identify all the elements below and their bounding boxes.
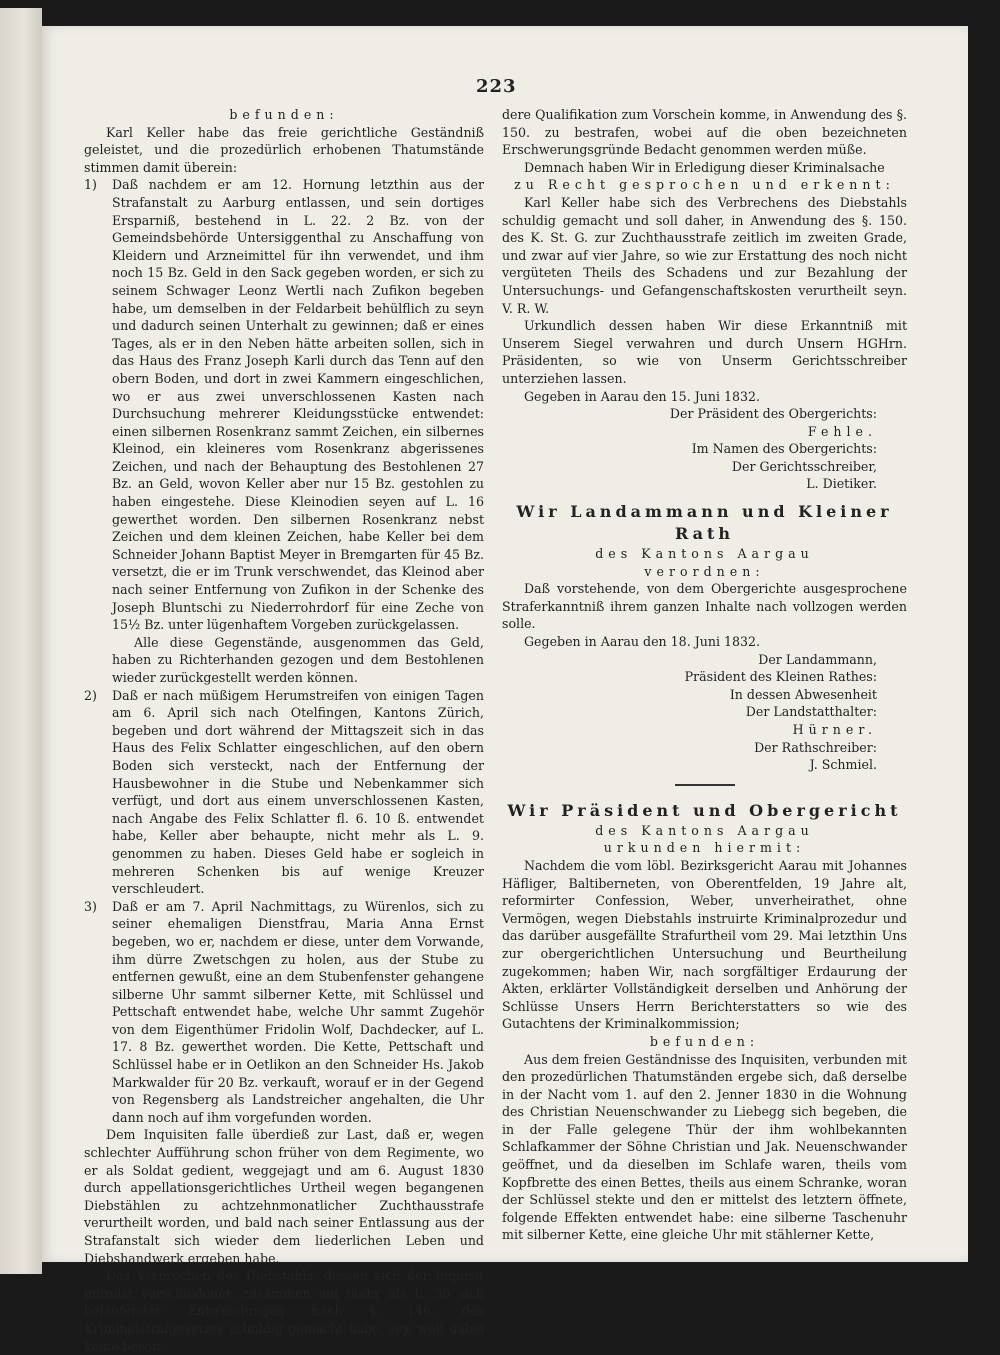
signature-line: Der Landstatthalter: [745,704,877,720]
item-number: 3) [84,898,97,914]
finding-item-2 [84,687,484,898]
signature-line: Im Namen des Obergerichts: [691,441,877,457]
signature-line: L. Dietiker. [806,476,877,492]
left-column [84,106,484,1355]
court-verb: urkunden hiermit: [603,840,806,856]
decree-subheading: des Kantons Aargau [595,546,814,562]
section-heading-befunden-2: befunden: [649,1033,760,1049]
signature-line: Der Präsident des Obergerichts: [669,406,877,422]
signature-line: Fehle. [807,423,877,439]
date-line-2: Gegeben in Aarau den 18. Juni 1832. [524,634,761,650]
divider-rule [675,784,735,786]
finding-item-1 [84,176,484,686]
recht-heading: zu Recht gesprochen und erkennt: [514,177,895,193]
signature-line: Hürner. [792,722,877,737]
decree-paragraph: Daß vorstehende, von dem Obergerichte ausgesprochene Straferkanntniß ihrem ganzen Inhalte nach vollzogen werden solle. [502,581,907,632]
signature-line: Der Gerichtsschreiber, [731,458,877,474]
paragraph-prior-record: Dem Inquisiten falle überdieß zur Last, daß er, wegen schlechter Aufführung schon früher von dem Regimente, wo er als Soldat gedient, weggejagt und am 6. August 1830 durch appellationsgerichtliches Urtheil wegen begangenen Diebstählen zu achtzehnmonatlicher Zuchthausstrafe verurtheilt worden, und bald nach seiner Entlassung aus der Strafanstalt sich wieder dem liederlichen Leben und Diebshandwerk ergeben habe. [84,1127,484,1266]
item-text: Daß er nach müßigem Herumstreifen von einigen Tagen am 6. April sich nach Otelfingen, Kantons Zürich, begeben und dort während der Mittagszeit sich in das Haus des Felix Schlatter eingeschlichen, auf den obern Boden sich versteckt, nach der Entfernung der Hausbewohner in die Stube und Nebenkammer sich verfügt, und dort aus einem unverschlossenen Kasten, nach Angabe des Felix Schlatter fl. 6. 10 ß. entwendet habe, Keller aber behaupte, nicht mehr als L. 9. genommen zu haben. Dieses Geld habe er sogleich in mehreren Schenken bis auf wenige Kreuzer verschleudert. [112,687,484,897]
urkund-paragraph: Urkundlich dessen haben Wir diese Erkanntniß mit Unserem Siegel verwahren und durch Unsern HGHrn. Präsidenten, so wie von Unserm Gerichtsschreiber unterziehen lassen. [502,318,907,386]
page-number: 223 [476,76,517,97]
demnach-line: Demnach haben Wir in Erledigung dieser Kriminalsache [524,159,885,175]
right-column [502,106,907,1244]
signature-line: J. Schmiel. [809,757,877,773]
date-line-1: Gegeben in Aarau den 15. Juni 1832. [524,388,761,404]
decree-heading: Wir Landammann und Kleiner Rath [516,502,893,544]
signature-line: Der Landammann, [758,651,877,667]
continued-paragraph: dere Qualifikation zum Vorschein komme, in Anwendung des §. 150. zu bestrafen, wobei auf die oben bezeichneten Erschwerungsgründe Bedacht genommen werden müße. [502,107,907,158]
item-after-text: Alle diese Gegenstände, ausgenommen das Geld, haben zu Richterhanden gezogen und dem Bestohlenen wieder zurückgestellt werden können. [112,634,484,685]
court-subheading: des Kantons Aargau [595,822,814,838]
signature-line: Der Rathschreiber: [754,739,877,755]
item-number: 2) [84,687,97,703]
case2-paragraph: Nachdem die vom löbl. Bezirksgericht Aarau mit Johannes Häfliger, Baltiberneten, von Oberentfelden, 19 Jahre alt, reformirter Confession, Weber, unverheirathet, ohne Vermögen, wegen Diebstahls instruirte Kriminalprozedur und das darüber ausgefällte Strafurtheil vom 29. Mai letzthin Uns zur obergerichtlichen Untersuchung und Beurtheilung zugekommen; haben Wir, nach sorgfältiger Erdaurung der Akten, erklärter Vollständigkeit derselben und Anhörung der Schlüsse Unsers Herrn Berichterstatters so wie des Gutachtens der Kriminalkommission; [502,857,907,1032]
signature-line: In dessen Abwesenheit [729,686,877,702]
verdict-paragraph: Karl Keller habe sich des Verbrechens des Diebstahls schuldig gemacht und soll daher, in Anwendung des §. 150. des K. St. G. zur Zuchthausstrafe zeitlich im zweiten Grade, und zwar auf vier Jahre, so wie zur Erstattung des noch nicht vergüteten Theils des Schadens und zur Bezahlung der Untersuchungs- und Gefangenschaftskosten verurtheilt seyn. V. R. W. [502,194,907,316]
item-text: Daß nachdem er am 12. Hornung letzthin aus der Strafanstalt zu Aarburg entlassen, und sein dortiges Ersparniß, bestehend in L. 22. 2 Bz. von der Gemeindsbehörde Untersiggenthal zu Anschaffung von Kleidern und Arzneimittel für ihn verwendet, und ihm noch 15 Bz. Geld in den Sack gegeben worden, er sich zu seinem Schwager Leonz Wertli nach Zufikon begeben habe, um demselben in der Feldarbeit behülflich zu seyn und dadurch seinen Unterhalt zu gewinnen; daß er eines Tages, als er in den Neben hätte arbeiten sollen, sich in das Haus des Franz Joseph Karli durch das Tenn auf den obern Boden, und dort in zwei Kammern eingeschlichen, wo er aus zwei unverschlossenen Kasten nach Durchsuchung mehrerer Kleidungsstücke entwendet: einen silbernen Rosenkranz sammt Zeichen, ein silbernes Kleinod, ein kleineres vom Rosenkranz abgerissenes Zeichen, und nach der Behauptung des Bestohlenen 27 Bz. an Geld, wovon Keller aber nur 15 Bz. gestohlen zu haben eingestehe. Diese Kleinodien seyen auf L. 16 gewerthet worden. Den silbernen Rosenkranz nebst Zeichen und dem kleinen Zeichen, habe Keller bei dem Schneider Johann Baptist Meyer in Bremgarten für 45 Bz. versetzt, die er im Trunk verschwendet, das Kleinod aber nach seiner Entfernung von Zufikon in der Schenke des Joseph Bluntschi zu Niederrohrdorf für eine Zeche von 15½ Bz. unter lügenhaftem Vorgeben zurückgelassen. [112,177,484,633]
intro-paragraph: Karl Keller habe das freie gerichtliche Geständniß geleistet, und die prozedürlich erhobenen Thatumstände stimmen damit überein: [84,124,484,175]
item-text: Daß er am 7. April Nachmittags, zu Würenlos, sich zu seiner ehemaligen Dienstfrau, Maria Anna Ernst begeben, wo er, nachdem er diese, unter dem Vorwande, ihm dürre Zwetschgen zu holen, aus der Stube zu entfernen gewußt, eine an dem Stubenfenster gehangene silberne Uhr sammt silberner Kette, mit Schlüssel und Pettschaft entwendet habe, welche Uhr sammt Zugehör von dem Eigenthümer Fridolin Wolf, Dachdecker, auf L. 17. 8 Bz. gewerthet worden. Die Kette, Pettschaft und Schlüssel habe er in Oetlikon an den Schneider Hs. Jakob Markwalder für 20 Bz. verkauft, worauf er in der Gegend von Regensberg als Landstreicher angehalten, die Uhr dann noch auf ihm vorgefunden worden. [112,898,484,1125]
court-heading: Wir Präsident und Obergericht [507,800,902,820]
document-page [42,26,968,1354]
signature-block-2 [502,651,907,774]
finding-item-3 [84,898,484,1127]
previous-page-edge [0,8,42,1274]
decree-verb: verordnen: [644,563,765,579]
section-heading-befunden: befunden: [229,107,339,122]
final-paragraph: Aus dem freien Geständnisse des Inquisiten, verbunden mit den prozedürlichen Thatumständen ergebe sich, daß derselbe in der Nacht vom 1. auf den 2. Jenner 1830 in die Wohnung des Christian Neuenschwander zu Liebegg sich begeben, die in der Falle gelegene Thür der ihm wohlbekannten Schlafkammer der Söhne Christian und Jak. Neuenschwander geöffnet, und da dieselben im Schlafe waren, theils vom Kopfbrette des einen Bettes, theils aus einem Schranke, woran der Schlüssel stekte und den er mittelst des letztern öffnete, folgende Effekten entwendet habe: eine silberne Taschenuhr mit silberner Kette, eine gleiche Uhr mit stählerner Kette, [502,1051,907,1243]
signature-block-1 [502,405,907,493]
paragraph-crime: Das Verbrechen des Diebstahls, dessen sich der Inquisit mittelst verschiedener, zusammen auf mehr als L. 30 sich belaufender Entwendungen nach §. 146. des Kriminalstrafgesetzes schuldig gemacht habe, sey, weil dabei keine beson- [84,1268,484,1354]
signature-line: Präsident des Kleinen Rathes: [684,669,877,685]
item-number: 1) [84,177,97,193]
